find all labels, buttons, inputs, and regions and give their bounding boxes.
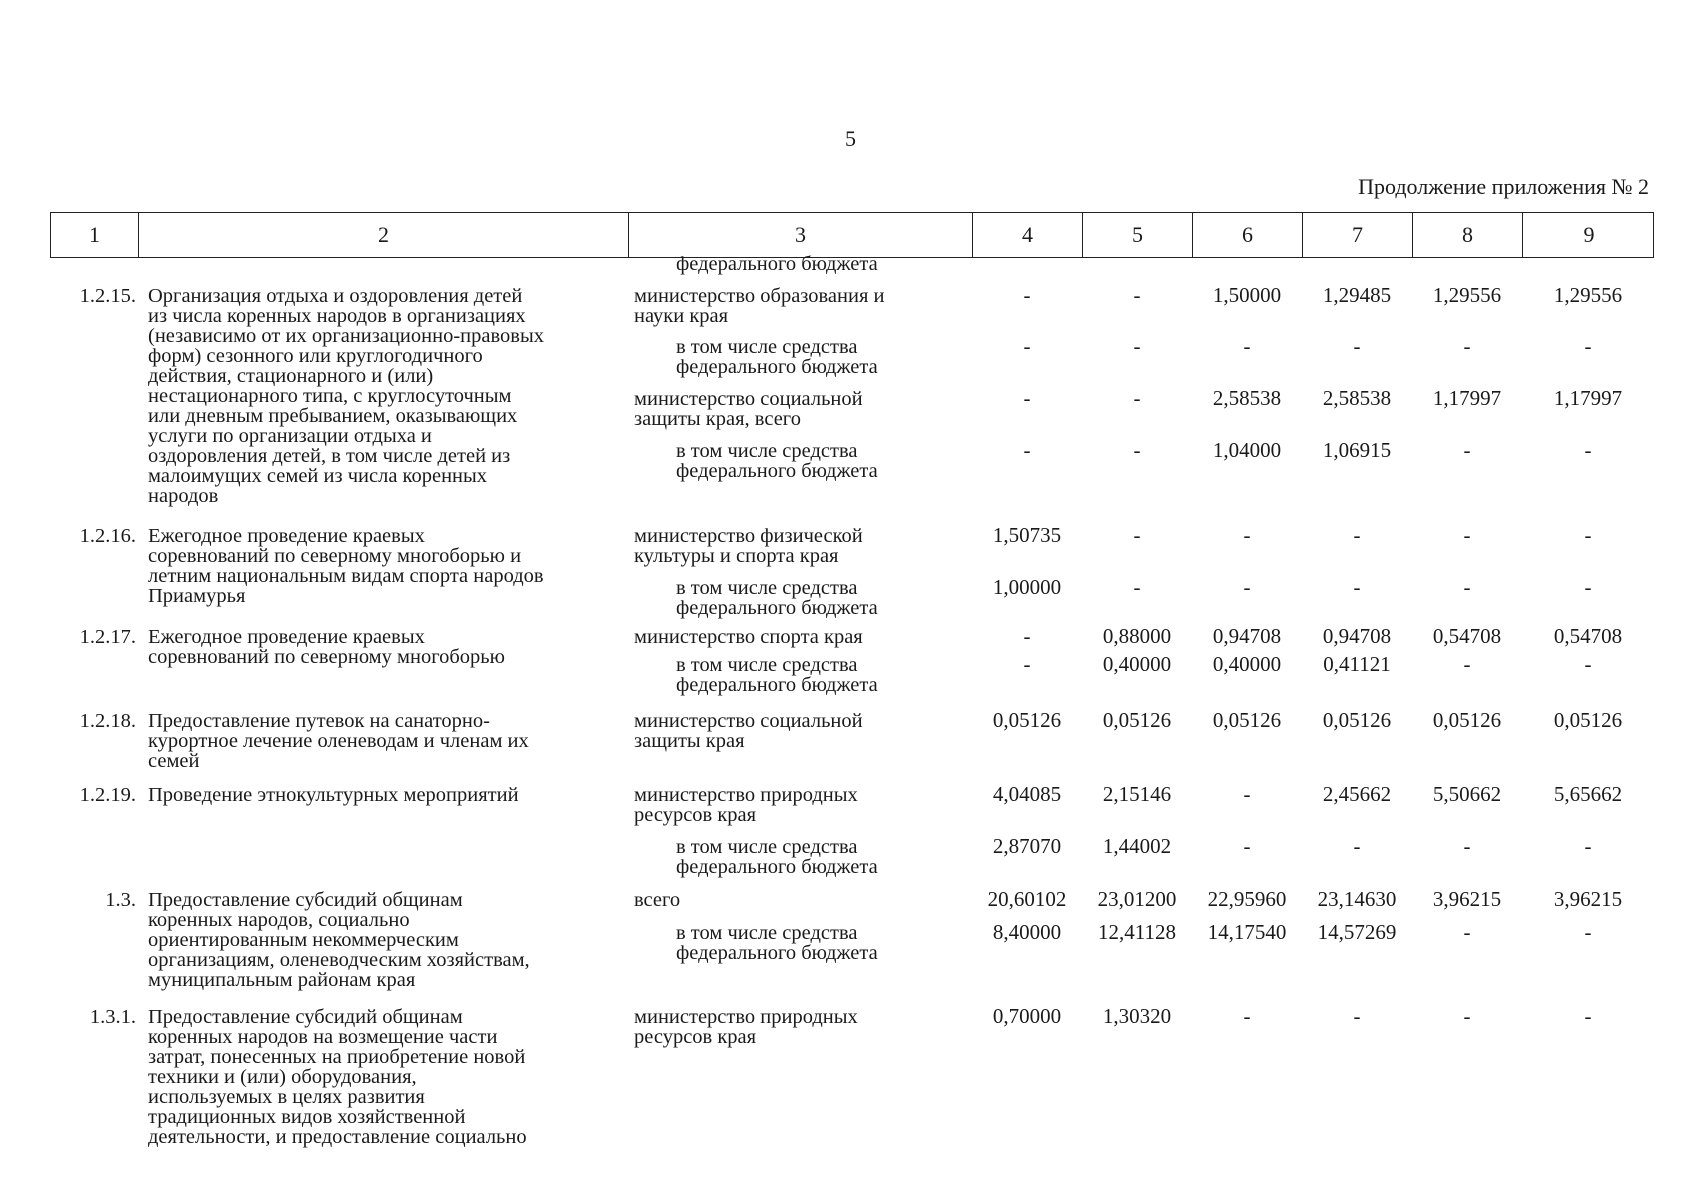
value-col-4: 1,50735 <box>992 523 1062 547</box>
row-title-line: форм) сезонного или круглогодичного <box>148 345 483 367</box>
executor-line: в том числе средства <box>676 836 858 858</box>
value-col-8: 3,96215 <box>1432 887 1502 911</box>
value-col-4: 0,70000 <box>992 1004 1062 1028</box>
value-col-7: - <box>1353 523 1361 547</box>
header-col-3: 3 <box>629 213 973 257</box>
value-col-6: - <box>1243 782 1251 806</box>
row-title-line: из числа коренных народов в организациях <box>148 305 526 327</box>
row-number: 1.2.16. <box>79 525 136 547</box>
value-col-6: - <box>1243 523 1251 547</box>
row-title-line: используемых в целях развития <box>148 1086 425 1108</box>
executor-line: в том числе средства <box>676 336 858 358</box>
value-col-4: - <box>1023 334 1031 358</box>
value-col-8: - <box>1463 438 1471 462</box>
value-col-4: - <box>1023 386 1031 410</box>
value-col-5: - <box>1133 438 1141 462</box>
row-title-line: затрат, понесенных на приобретение новой <box>148 1046 526 1068</box>
value-col-5: 0,05126 <box>1102 708 1172 732</box>
value-col-7: - <box>1353 834 1361 858</box>
executor-line: федерального бюджета <box>676 597 878 619</box>
value-col-4: - <box>1023 652 1031 676</box>
value-col-9: - <box>1584 834 1592 858</box>
value-col-7: 1,06915 <box>1322 438 1392 462</box>
row-title-line: коренных народов, социально <box>148 909 410 931</box>
executor-line: культуры и спорта края <box>634 545 839 567</box>
value-col-5: 0,40000 <box>1102 652 1172 676</box>
row-title-line: семей <box>148 750 200 772</box>
value-col-5: - <box>1133 523 1141 547</box>
value-col-5: 2,15146 <box>1102 782 1172 806</box>
value-col-4: 20,60102 <box>987 887 1067 911</box>
value-col-8: - <box>1463 334 1471 358</box>
value-col-6: 22,95960 <box>1207 887 1287 911</box>
value-col-8: - <box>1463 523 1471 547</box>
value-col-6: 1,50000 <box>1212 283 1282 307</box>
row-title-line: оздоровления детей, в том числе детей из <box>148 445 511 467</box>
executor-line: федерального бюджета <box>676 356 878 378</box>
value-col-8: - <box>1463 1004 1471 1028</box>
row-title-line: коренных народов на возмещение части <box>148 1026 498 1048</box>
value-col-9: 1,17997 <box>1553 386 1623 410</box>
row-title-line: ориентированным некоммерческим <box>148 929 459 951</box>
value-col-8: 0,05126 <box>1432 708 1502 732</box>
executor-line: министерство спорта края <box>634 626 863 648</box>
value-col-9: - <box>1584 920 1592 944</box>
header-col-9: 9 <box>1583 222 1595 247</box>
value-col-4: - <box>1023 624 1031 648</box>
header-col-5: 5 <box>1083 213 1193 257</box>
value-col-8: 5,50662 <box>1432 782 1502 806</box>
row-number: 1.2.19. <box>79 784 136 806</box>
value-col-9: - <box>1584 438 1592 462</box>
value-col-4: 2,87070 <box>992 834 1062 858</box>
executor-line: федерального бюджета <box>676 674 878 696</box>
row-title-line: Ежегодное проведение краевых <box>148 626 425 648</box>
value-col-4: 8,40000 <box>992 920 1062 944</box>
value-col-9: 3,96215 <box>1553 887 1623 911</box>
value-col-4: 1,00000 <box>992 575 1062 599</box>
value-col-8: - <box>1463 652 1471 676</box>
value-col-9: - <box>1584 575 1592 599</box>
value-col-5: 1,30320 <box>1102 1004 1172 1028</box>
value-col-4: 0,05126 <box>992 708 1062 732</box>
row-title-line: малоимущих семей из числа коренных <box>148 465 488 487</box>
value-col-6: 1,04000 <box>1212 438 1282 462</box>
row-title-line: традиционных видов хозяйственной <box>148 1106 466 1128</box>
row-title-line: Приамурья <box>148 585 246 607</box>
value-col-6: 0,40000 <box>1212 652 1282 676</box>
value-col-7: 14,57269 <box>1317 920 1397 944</box>
value-col-5: 0,88000 <box>1102 624 1172 648</box>
value-col-7: 2,45662 <box>1322 782 1392 806</box>
value-col-5: 1,44002 <box>1102 834 1172 858</box>
executor-line: министерство природных <box>634 1006 858 1028</box>
value-col-7: 0,41121 <box>1323 652 1391 676</box>
row-number: 1.2.17. <box>79 626 136 648</box>
value-col-9: 0,54708 <box>1553 624 1623 648</box>
value-col-9: - <box>1584 652 1592 676</box>
row-title-line: летним национальным видам спорта народов <box>148 565 544 587</box>
row-number: 1.2.15. <box>79 285 136 307</box>
value-col-4: - <box>1023 438 1031 462</box>
row-title-line: Предоставление путевок на санаторно- <box>148 710 490 732</box>
value-col-8: 0,54708 <box>1432 624 1502 648</box>
value-col-6: 0,94708 <box>1212 624 1282 648</box>
value-col-8: 1,29556 <box>1432 283 1502 307</box>
value-col-7: 0,94708 <box>1322 624 1392 648</box>
value-col-7: - <box>1353 334 1361 358</box>
value-col-5: 23,01200 <box>1097 887 1177 911</box>
executor-line: науки края <box>634 305 729 327</box>
value-col-6: 2,58538 <box>1212 386 1282 410</box>
row-title-line: Предоставление субсидий общинам <box>148 889 463 911</box>
executor-line: министерство физической <box>634 525 863 547</box>
value-col-5: - <box>1133 386 1141 410</box>
value-col-7: 1,29485 <box>1322 283 1392 307</box>
row-title-line: деятельности, и предоставление социально <box>148 1126 527 1148</box>
executor-line: всего <box>634 889 681 911</box>
executor-line: ресурсов края <box>634 804 757 826</box>
value-col-7: 0,05126 <box>1322 708 1392 732</box>
executor-line: защиты края <box>634 730 745 752</box>
row-title-line: муниципальным районам края <box>148 969 416 991</box>
value-col-5: - <box>1133 334 1141 358</box>
header-col-1: 1 <box>51 213 139 257</box>
executor-line: в том числе средства <box>676 922 858 944</box>
row-number: 1.3. <box>105 889 136 911</box>
value-col-9: 0,05126 <box>1553 708 1623 732</box>
appendix-continuation-label: Продолжение приложения № 2 <box>1358 174 1649 199</box>
row-title-line: Организация отдыха и оздоровления детей <box>148 285 523 307</box>
value-col-9: - <box>1584 334 1592 358</box>
executor-line: министерство социальной <box>634 710 863 732</box>
executor-line: министерство социальной <box>634 388 863 410</box>
value-col-5: - <box>1133 283 1141 307</box>
value-col-7: 23,14630 <box>1317 887 1397 911</box>
executor-line: федерального бюджета <box>676 856 878 878</box>
value-col-6: - <box>1243 334 1251 358</box>
row-number: 1.3.1. <box>89 1006 136 1028</box>
header-col-4: 4 <box>973 213 1083 257</box>
header-col-7: 7 <box>1303 213 1413 257</box>
executor-line: защиты края, всего <box>634 408 801 430</box>
value-col-5: - <box>1133 575 1141 599</box>
value-col-5: 12,41128 <box>1098 920 1176 944</box>
row-number: 1.2.18. <box>79 710 136 732</box>
value-col-6: - <box>1243 575 1251 599</box>
row-title-line: (независимо от их организационно-правовых <box>148 325 544 347</box>
value-col-4: 4,04085 <box>992 782 1062 806</box>
value-col-9: 5,65662 <box>1553 782 1623 806</box>
header-col-6: 6 <box>1193 213 1303 257</box>
row-title-line: или дневным пребыванием, оказывающих <box>148 405 518 427</box>
executor-line: федерального бюджета <box>676 942 878 964</box>
executor-line: в том числе средства <box>676 440 858 462</box>
row-title-line: действия, стационарного и (или) <box>148 365 434 387</box>
value-col-8: - <box>1463 920 1471 944</box>
value-col-8: - <box>1463 575 1471 599</box>
row-title-line: Проведение этнокультурных мероприятий <box>148 784 519 806</box>
header-col-8: 8 <box>1413 213 1523 257</box>
header-col-2: 2 <box>139 213 629 257</box>
executor-line: министерство образования и <box>634 285 885 307</box>
value-col-8: 1,17997 <box>1432 386 1502 410</box>
value-col-4: - <box>1023 283 1031 307</box>
page-number: 5 <box>845 126 856 151</box>
value-col-9: - <box>1584 523 1592 547</box>
value-col-6: - <box>1243 834 1251 858</box>
value-col-6: 0,05126 <box>1212 708 1282 732</box>
value-col-9: 1,29556 <box>1553 283 1623 307</box>
row-title-line: народов <box>148 485 219 507</box>
row-title-line: Предоставление субсидий общинам <box>148 1006 463 1028</box>
row-title-line: соревнований по северному многоборью и <box>148 545 522 567</box>
value-col-6: 14,17540 <box>1207 920 1287 944</box>
value-col-8: - <box>1463 834 1471 858</box>
value-col-7: 2,58538 <box>1322 386 1392 410</box>
executor-line: в том числе средства <box>676 654 858 676</box>
value-col-9: - <box>1584 1004 1592 1028</box>
value-col-7: - <box>1353 1004 1361 1028</box>
row-title-line: техники и (или) оборудования, <box>148 1066 417 1088</box>
row-title-line: соревнований по северному многоборью <box>148 646 505 668</box>
row-title-line: курортное лечение оленеводам и членам их <box>148 730 529 752</box>
value-col-7: - <box>1353 575 1361 599</box>
executor-line: в том числе средства <box>676 577 858 599</box>
value-col-6: - <box>1243 1004 1251 1028</box>
row-title-line: нестационарного типа, с круглосуточным <box>148 385 512 407</box>
row-title-line: услуги по организации отдыха и <box>148 425 432 447</box>
executor-line: федерального бюджета <box>676 460 878 482</box>
row-title-line: организациям, оленеводческим хозяйствам, <box>148 949 530 971</box>
table-header <box>50 212 1654 258</box>
carryover-text: федерального бюджета <box>676 253 878 275</box>
executor-line: министерство природных <box>634 784 858 806</box>
executor-line: ресурсов края <box>634 1026 757 1048</box>
row-title-line: Ежегодное проведение краевых <box>148 525 425 547</box>
